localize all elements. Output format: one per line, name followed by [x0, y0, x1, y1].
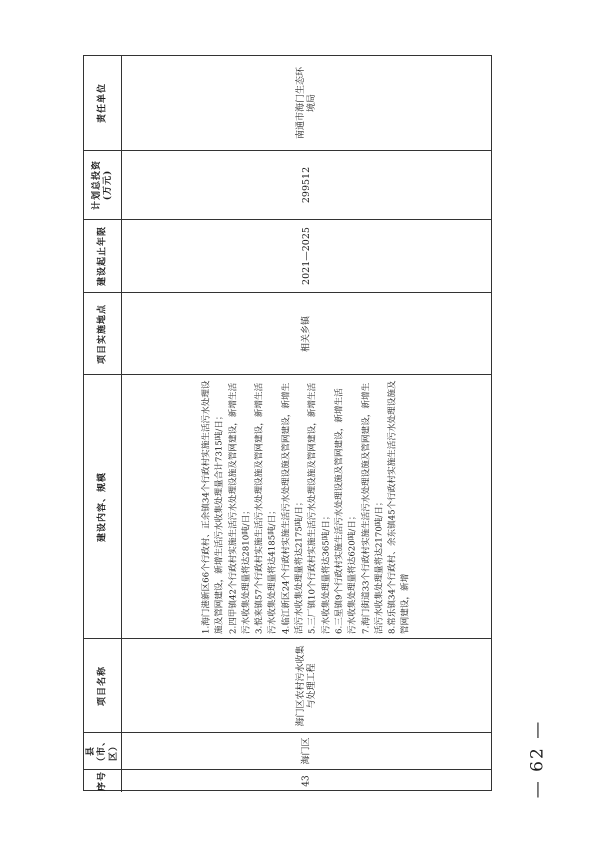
header-location: 项目实施地点: [96, 303, 107, 364]
column-content: [84, 375, 491, 639]
value-unit: 南通市海门生态环境局: [295, 67, 317, 140]
project-table: [83, 55, 492, 791]
value-content-cell: [122, 375, 491, 638]
column-investment: [84, 151, 491, 220]
content-item-5: 5.三厂镇10个行政村实施生活污水处理设施及管网建设，新增生活污水收集处理量将达365吨/日；: [307, 382, 331, 634]
value-county: 海门区: [300, 737, 311, 765]
column-unit: [84, 56, 491, 151]
column-county: [84, 733, 491, 770]
header-content-cell: [84, 375, 122, 638]
content-item-4: 4.临江新区24个行政村实施生活污水处理设施及管网建设，新增生活污水收集处理量将达2175吨/日；: [280, 382, 305, 634]
content-item-7: 7.海门街道33个行政村实施生活污水处理设施及管网建设，新增生活污水收集处理量将达2170吨/日；: [360, 382, 384, 634]
value-name-cell: [122, 639, 491, 732]
value-seq-cell: [122, 770, 491, 792]
header-name-cell: [84, 639, 122, 732]
value-location: 相关乡镇: [300, 315, 311, 352]
value-county-cell: [122, 733, 491, 769]
content-list: [200, 380, 413, 634]
header-seq-cell: [84, 770, 122, 792]
column-period: [84, 220, 491, 293]
column-seq: [84, 770, 491, 792]
value-period: 2021—2025: [300, 227, 312, 285]
header-unit: 责任单位: [96, 83, 107, 124]
content-item-3: 3.悦来镇57个行政村实施生活污水处理设施及管网建设，新增生活污水收集处理量将达4185吨/日；: [254, 382, 278, 634]
value-investment: 299512: [300, 166, 312, 204]
column-location: [84, 293, 491, 375]
content-item-6: 6.三星镇9个行政村实施生活污水处理设施及管网建设，新增生活污水收集处理量将达620吨/日；: [334, 387, 358, 634]
page-number: [518, 714, 558, 804]
value-unit-cell: [122, 56, 491, 150]
header-county-cell: [84, 733, 122, 769]
header-investment: 计划总投资(万元): [91, 160, 113, 211]
header-seq: 序号: [96, 770, 107, 791]
value-location-cell: [122, 293, 491, 374]
content-item-8: 8.常乐镇34个行政村、余东镇45个行政村实施生活污水处理设施及管网建设，新增: [387, 379, 411, 634]
column-name: [84, 639, 491, 733]
header-county: 县（市、区）: [85, 736, 119, 767]
content-item-2: 2.四甲镇42个行政村实施生活污水处理设施及管网建设，新增生活污水收集处理量将达2810吨/日；: [227, 382, 252, 634]
header-period: 建设起止年限: [96, 225, 107, 286]
value-investment-cell: [122, 151, 491, 219]
header-investment-cell: [84, 151, 122, 219]
header-unit-cell: [84, 56, 122, 150]
value-period-cell: [122, 220, 491, 292]
value-seq: 43: [300, 775, 311, 787]
header-period-cell: [84, 220, 122, 292]
header-content: 建设内容、规模: [96, 471, 107, 542]
header-location-cell: [84, 293, 122, 374]
header-name: 项目名称: [96, 665, 107, 706]
page-number-text: — 62 —: [527, 719, 548, 799]
value-name: 海门区农村污水收集与处理工程: [295, 645, 317, 727]
content-item-1: 1.海门港新区66个行政村、正余镇34个行政村实施生活污水处理设施及管网建设，新增生活污水收集处理量合计7315吨/日；: [201, 379, 225, 634]
